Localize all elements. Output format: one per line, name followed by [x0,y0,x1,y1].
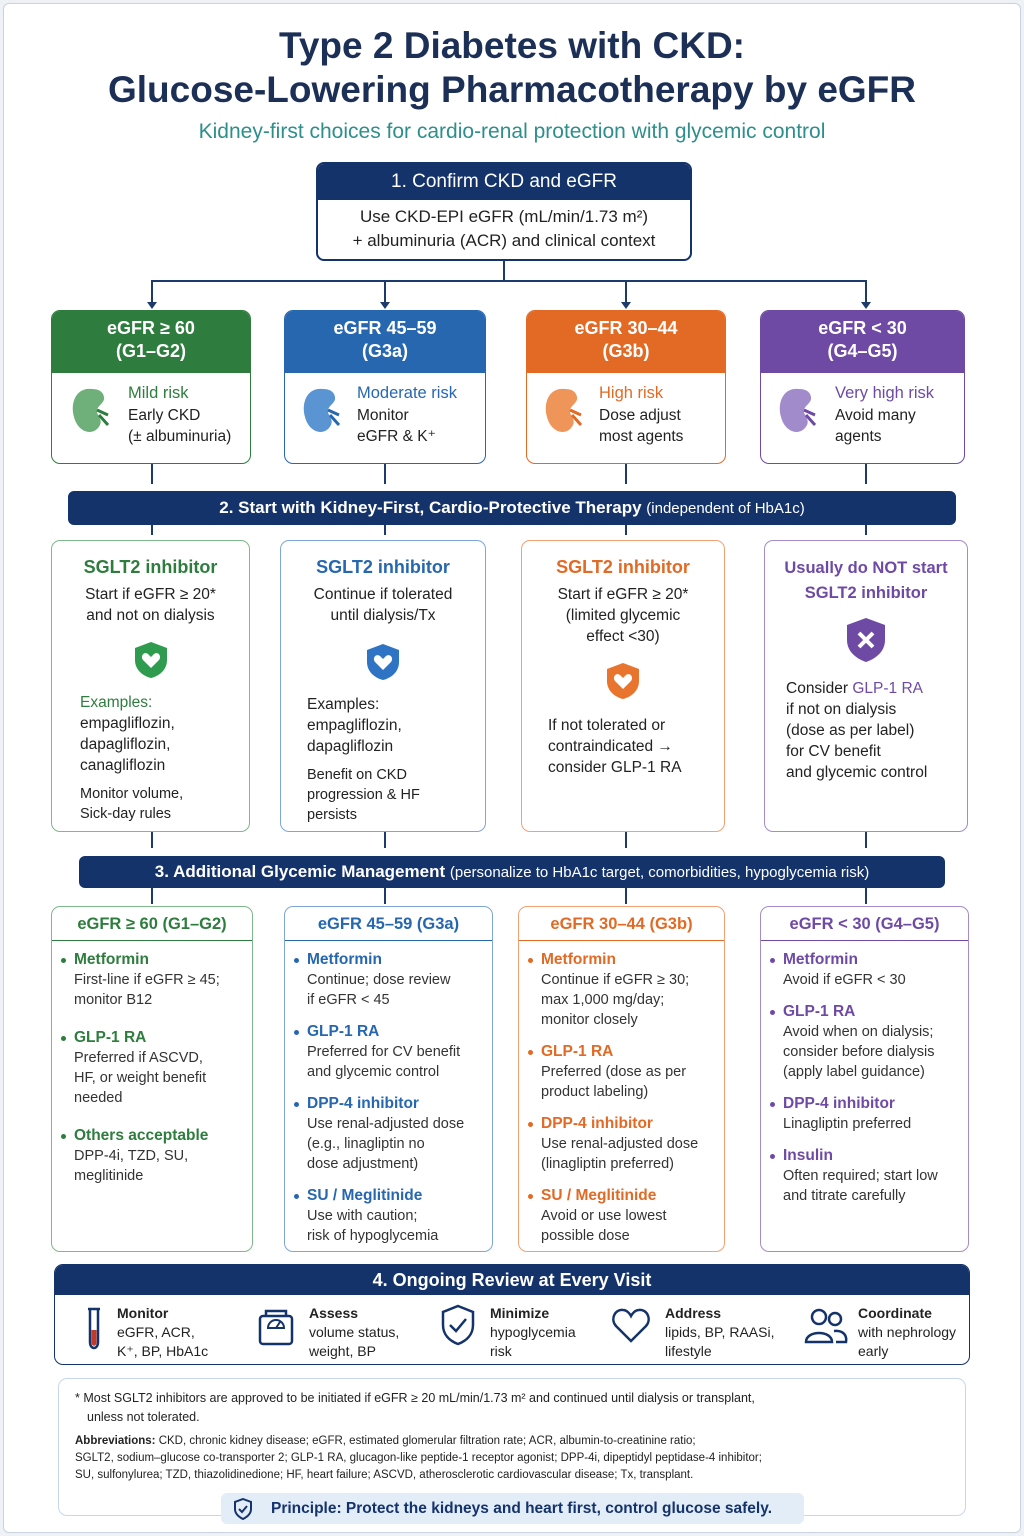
sglt2-example: empagliflozin, [80,715,175,732]
glycemic-note: meglitinide [74,1168,144,1184]
sglt2-example: dapagliflozin [307,738,394,755]
abbrev-label: Abbreviations: [75,1435,156,1447]
footnote-line-1: * Most SGLT2 inhibitors are approved to be initiated if eGFR ≥ 20 mL/min/1.73 m² and continued until dialysis or transplant, [75,1391,755,1405]
glycemic-item [74,1028,242,1108]
review-item-minimize [490,1304,600,1361]
bullet-icon [528,1050,533,1055]
connector [625,464,627,484]
bullet-icon [528,1122,533,1127]
connector [384,832,386,848]
sglt2-line-1: Start if eGFR ≥ 20* [85,586,216,603]
bullet-icon [61,958,66,963]
stage-card-g4-g5 [760,310,965,464]
connector [151,888,153,904]
step2-label: 2. Start with Kidney-First, Cardio-Protective Therapy [219,498,642,517]
sglt2-line-2: until dialysis/Tx [330,607,436,624]
glycemic-note: Use renal-adjusted dose [307,1116,465,1132]
connector [865,832,867,848]
stage-risk: Mild risk [128,384,189,402]
footnote-line-2: unless not tolerated. [87,1410,200,1424]
connector [625,888,627,904]
glycemic-drug: SU / Meglitinide [307,1187,423,1204]
arrow-icon [380,302,390,309]
stage-desc-2: eGFR & K⁺ [357,428,436,445]
glycemic-header: eGFR ≥ 60 (G1–G2) [52,907,252,941]
step2-note: (independent of HbA1c) [646,500,805,517]
step1-header: 1. Confirm CKD and eGFR [318,164,690,200]
bullet-icon [294,1030,299,1035]
connector [865,888,867,904]
review-item-monitor [117,1304,247,1361]
sglt2-card-g4-g5 [764,540,968,832]
stage-code: (G4–G5) [827,341,898,361]
glycemic-item [307,950,482,1010]
shield-check-icon [233,1498,253,1520]
stage-range: eGFR 30–44 [574,318,678,338]
bullet-icon [528,958,533,963]
stage-desc-1: Dose adjust [599,407,681,424]
bullet-icon [770,1010,775,1015]
principle-banner [221,1493,804,1524]
review-line: with nephrology [858,1324,957,1340]
arrow-icon [621,302,631,309]
glycemic-item [74,1126,242,1186]
review-line: risk [490,1343,512,1359]
sglt2-note-1: Benefit on CKD [307,767,407,783]
glycemic-note: product labeling) [541,1084,649,1100]
review-line: volume status, [309,1324,400,1340]
glycemic-item [541,1042,714,1102]
glycemic-note: (e.g., linagliptin no [307,1136,425,1152]
connector [384,280,386,302]
glycemic-header: eGFR 30–44 (G3b) [519,907,724,941]
sglt2-consider-line: (dose as per label) [786,722,915,739]
abbrev-line-3: SU, sulfonylurea; TZD, thiazolidinedione; HF, heart failure; ASCVD, atherosclerotic cardiovascular disease; Tx, transplant. [75,1469,694,1481]
glycemic-note: monitor closely [541,1012,638,1028]
glycemic-note: monitor B12 [74,992,153,1008]
sglt2-line-1: Start if eGFR ≥ 20* [557,586,689,603]
abbrev-line-1: CKD, chronic kidney disease; eGFR, estimated glomerular filtration rate; ACR, albumin-to-creatinine ratio; [155,1435,696,1447]
glycemic-drug: DPP-4 inhibitor [307,1095,419,1112]
glycemic-drug: GLP-1 RA [783,1003,856,1020]
stage-risk: High risk [599,384,664,402]
glycemic-header: eGFR 45–59 (G3a) [285,907,492,941]
connector [503,261,505,281]
kidney-icon [70,385,110,437]
glycemic-card-g1-g2 [51,906,253,1252]
glycemic-card-g4-g5 [760,906,969,1252]
kidney-icon [543,385,583,437]
connector [625,280,627,302]
step1-box [316,162,692,261]
glycemic-note: needed [74,1090,123,1106]
glycemic-drug: Metformin [307,951,382,968]
glycemic-item [541,1186,714,1246]
kidney-icon [301,385,341,437]
shield-heart-icon [364,642,402,682]
abbrev-line-2: SGLT2, sodium–glucose co-transporter 2; GLP-1 RA, glucagon-like peptide-1 receptor agonist; DPP-4i, dipeptidyl peptidase-4 inhibitor; [75,1452,762,1464]
glycemic-note: and glycemic control [307,1064,440,1080]
sglt2-consider-line: for CV benefit [786,743,881,760]
title-line-1: Type 2 Diabetes with CKD: [278,25,745,66]
glycemic-item [307,1094,482,1174]
review-line: early [858,1343,889,1359]
glycemic-drug: Metformin [74,951,149,968]
glycemic-note: Preferred if ASCVD, [74,1050,203,1066]
connector [865,525,867,535]
bullet-icon [528,1194,533,1199]
review-title: Coordinate [858,1305,932,1321]
glycemic-drug: DPP-4 inhibitor [783,1095,895,1112]
kidney-icon [777,385,817,437]
connector [625,832,627,848]
arrow-icon [147,302,157,309]
glycemic-item [307,1022,482,1082]
glycemic-note: DPP-4i, TZD, SU, [74,1148,189,1164]
step1-line-1: Use CKD-EPI eGFR (mL/min/1.73 m²) [359,207,649,226]
glycemic-note: (linagliptin preferred) [541,1156,674,1172]
sglt2-title-2: SGLT2 inhibitor [804,584,928,602]
glycemic-drug: Metformin [541,951,616,968]
sglt2-card-g3a [280,540,486,832]
connector [625,525,627,535]
glycemic-note: Preferred (dose as per [541,1064,687,1080]
arrow-icon [861,302,871,309]
step1-line-2: + albuminuria (ACR) and clinical context [352,231,656,250]
glycemic-note: dose adjustment) [307,1156,419,1172]
stage-desc-2: (± albuminuria) [128,428,232,445]
glycemic-item [307,1186,482,1246]
sglt2-card-g3b [521,540,725,832]
glycemic-note: (apply label guidance) [783,1064,925,1080]
sglt2-example: empagliflozin, [307,717,402,734]
connector [151,832,153,848]
glycemic-drug: Insulin [783,1147,833,1164]
bullet-icon [294,958,299,963]
glycemic-note: max 1,000 mg/day; [541,992,665,1008]
step2-band [68,491,956,525]
review-title: Monitor [117,1305,169,1321]
glycemic-note: Preferred for CV benefit [307,1044,461,1060]
glycemic-item [541,950,714,1030]
sglt2-note-2: contraindicated → [548,738,673,755]
stage-code: (G1–G2) [115,341,187,361]
shield-x-icon [843,616,889,664]
sglt2-title: SGLT2 inhibitor [83,557,218,577]
people-icon [804,1306,848,1346]
connector [865,464,867,484]
shield-check-icon [440,1304,476,1346]
sglt2-line-1: Continue if tolerated [313,586,453,603]
sglt2-line-2: and not on dialysis [86,607,215,624]
review-title: Assess [309,1305,359,1321]
glycemic-note: consider before dialysis [783,1044,935,1060]
glycemic-note: Avoid if eGFR < 30 [783,972,906,988]
glycemic-note: HF, or weight benefit [74,1070,207,1086]
sglt2-consider-line: if not on dialysis [786,701,897,718]
glycemic-drug: Metformin [783,951,858,968]
bullet-icon [770,1102,775,1107]
review-line: eGFR, ACR, [117,1324,195,1340]
stage-risk: Moderate risk [357,384,457,402]
sglt2-line-3: effect <30) [586,628,660,645]
sglt2-title-1: Usually do NOT start [784,559,948,577]
glycemic-note: Continue if eGFR ≥ 30; [541,972,690,988]
glycemic-note: Continue; dose review [307,972,451,988]
glycemic-item [783,1094,958,1134]
sglt2-line-2: (limited glycemic [565,607,681,624]
bullet-icon [294,1194,299,1199]
step3-note: (personalize to HbA1c target, comorbidities, hypoglycemia risk) [449,864,870,881]
stage-desc-1: Avoid many [835,407,916,424]
sglt2-examples-label: Examples: [80,694,153,711]
review-line: weight, BP [309,1343,376,1359]
bullet-icon [294,1102,299,1107]
glycemic-header: eGFR < 30 (G4–G5) [761,907,968,941]
principle-text: Principle: Protect the kidneys and heart first, control glucose safely. [271,1500,773,1517]
stage-code: (G3b) [602,341,650,361]
sglt2-note-1: If not tolerated or [548,717,666,734]
glycemic-item [783,950,958,990]
sglt2-note-2: progression & HF [307,787,420,803]
glycemic-note: Use with caution; [307,1208,418,1224]
glycemic-card-g3b [518,906,725,1252]
connector [151,280,153,302]
sglt2-example: canagliflozin [80,757,166,774]
step4-header: 4. Ongoing Review at Every Visit [55,1265,969,1295]
sglt2-consider: Consider [786,680,853,697]
scale-icon [256,1306,296,1346]
stage-card-g1-g2 [51,310,251,464]
sglt2-note-1: Monitor volume, [80,786,184,802]
sglt2-consider-line: and glycemic control [786,764,928,781]
stage-desc-1: Monitor [357,407,409,424]
stage-range: eGFR < 30 [818,318,907,338]
connector [865,280,867,302]
sglt2-consider-drug: GLP-1 RA [852,680,923,697]
heart-icon [610,1306,652,1344]
connector [151,280,867,282]
glycemic-note: First-line if eGFR ≥ 45; [74,972,220,988]
stage-range: eGFR ≥ 60 [107,318,195,338]
bullet-icon [61,1134,66,1139]
bullet-icon [770,1154,775,1159]
step3-label: 3. Additional Glycemic Management [154,862,446,881]
sglt2-note-3: consider GLP-1 RA [548,759,682,776]
bullet-icon [770,958,775,963]
glycemic-note: Use renal-adjusted dose [541,1136,699,1152]
connector [384,525,386,535]
stage-risk: Very high risk [835,384,935,402]
review-line: hypoglycemia [490,1324,576,1340]
step3-band [79,856,945,888]
review-title: Minimize [490,1305,550,1321]
glycemic-item [74,950,242,1010]
glycemic-note: possible dose [541,1228,630,1244]
glycemic-drug: Others acceptable [74,1127,209,1144]
bullet-icon [61,1036,66,1041]
stage-desc-2: most agents [599,428,684,445]
stage-code: (G3a) [361,341,408,361]
sglt2-title: SGLT2 inhibitor [316,557,450,577]
glycemic-item [783,1146,958,1206]
review-title: Address [665,1305,722,1321]
title-line-2: Glucose-Lowering Pharmacotherapy by eGFR [107,69,917,110]
glycemic-note: risk of hypoglycemia [307,1228,439,1244]
sglt2-title: SGLT2 inhibitor [556,557,690,577]
stage-card-g3a [284,310,486,464]
glycemic-note: if eGFR < 45 [307,992,390,1008]
glycemic-note: and titrate carefully [783,1188,906,1204]
stage-desc-2: agents [835,428,882,445]
glycemic-drug: DPP-4 inhibitor [541,1115,653,1132]
glycemic-drug: GLP-1 RA [307,1023,380,1040]
review-item-address [665,1304,785,1361]
glycemic-note: Avoid when on dialysis; [783,1024,934,1040]
review-line: lifestyle [665,1343,712,1359]
connector [384,888,386,904]
review-item-assess [309,1304,429,1361]
subtitle: Kidney-first choices for cardio-renal protection with glycemic control [198,120,826,143]
stage-desc-1: Early CKD [128,407,201,424]
stage-range: eGFR 45–59 [333,318,437,338]
review-line: K⁺, BP, HbA1c [117,1343,209,1359]
connector [384,464,386,484]
glycemic-note: Linagliptin preferred [783,1116,912,1132]
review-line: lipids, BP, RAASi, [665,1324,775,1340]
glycemic-drug: GLP-1 RA [541,1043,614,1060]
sglt2-note-2: Sick-day rules [80,806,172,822]
shield-heart-icon [604,661,642,701]
stage-card-g3b [526,310,726,464]
shield-heart-icon [132,640,170,680]
glycemic-drug: SU / Meglitinide [541,1187,657,1204]
connector [151,464,153,484]
glycemic-item [541,1114,714,1174]
sglt2-card-g1-g2 [51,540,250,832]
connector [151,525,153,535]
glycemic-card-g3a [284,906,493,1252]
sglt2-examples-label: Examples: [307,696,380,713]
sglt2-note-3: persists [307,807,357,823]
sglt2-example: dapagliflozin, [80,736,171,753]
review-item-coordinate [858,1304,968,1361]
glycemic-drug: GLP-1 RA [74,1029,147,1046]
glycemic-note: Avoid or use lowest [541,1208,667,1224]
glycemic-note: Often required; start low [783,1168,938,1184]
test-tube-icon [82,1306,106,1352]
glycemic-item [783,1002,958,1082]
